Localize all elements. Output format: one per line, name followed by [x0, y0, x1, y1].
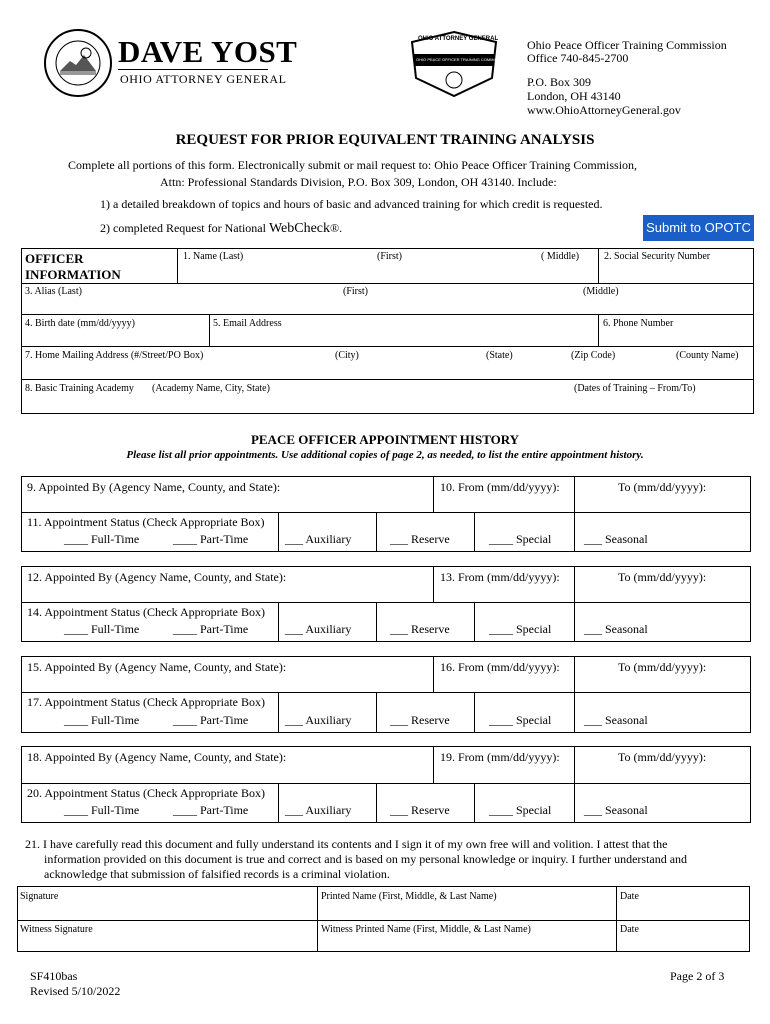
- attest-line-1: 21. I have carefully read this document and fully understand its contents and I sign it of my own free will and volition. I attest that the: [25, 837, 668, 851]
- row-divider: [17, 920, 750, 921]
- from-date-field[interactable]: 10. From (mm/dd/yyyy):: [440, 480, 560, 494]
- ohio-seal-logo: [44, 29, 112, 97]
- witness-signature-field[interactable]: Witness Signature: [20, 924, 93, 935]
- appointment-status-label: 11. Appointment Status (Check Appropriate Box): [27, 515, 265, 529]
- col-divider: [616, 886, 617, 952]
- alias-first-label: (First): [343, 286, 368, 297]
- signature-field[interactable]: Signature: [20, 891, 59, 902]
- col-divider: [433, 476, 434, 513]
- reserve-option[interactable]: ___ Reserve: [390, 532, 450, 546]
- item-2-suffix: ®.: [330, 221, 343, 235]
- org-line-1: Ohio Peace Officer Training Commission: [527, 38, 727, 52]
- to-date-field[interactable]: To (mm/dd/yyyy):: [618, 480, 707, 494]
- special-option[interactable]: ____ Special: [489, 622, 552, 636]
- col-divider: [376, 783, 377, 823]
- col-divider: [474, 692, 475, 733]
- appointment-status-label: 17. Appointment Status (Check Appropriate Box): [27, 695, 265, 709]
- row-divider: [21, 379, 754, 380]
- ag-subtitle: OHIO ATTORNEY GENERAL: [120, 72, 287, 86]
- date-field[interactable]: Date: [620, 891, 639, 902]
- col-divider: [474, 512, 475, 552]
- org-line-5[interactable]: www.OhioAttorneyGeneral.gov: [527, 103, 681, 117]
- org-line-3: P.O. Box 309: [527, 75, 592, 89]
- part-time-option[interactable]: ____ Part-Time: [173, 622, 249, 636]
- col-divider: [376, 512, 377, 552]
- officer-title-2: INFORMATION: [25, 267, 121, 282]
- col-divider: [598, 248, 599, 284]
- ag-name-divider: [118, 69, 268, 70]
- row-divider: [21, 512, 751, 513]
- revised-date: Revised 5/10/2022: [30, 984, 121, 998]
- from-date-field[interactable]: 13. From (mm/dd/yyyy):: [440, 570, 560, 584]
- special-option[interactable]: ____ Special: [489, 713, 552, 727]
- opotc-badge-logo: [404, 28, 508, 100]
- col-divider: [278, 602, 279, 642]
- attest-line-3: acknowledge that submission of falsified records is a criminal violation.: [44, 867, 390, 881]
- zip-label: (Zip Code): [571, 350, 616, 361]
- page-number: Page 2 of 3: [670, 969, 725, 983]
- auxiliary-option[interactable]: ___ Auxiliary: [285, 532, 352, 546]
- badge-top-text: OHIO ATTORNEY GENERAL: [418, 36, 499, 42]
- full-time-option[interactable]: ____ Full-Time: [64, 803, 140, 817]
- full-time-option[interactable]: ____ Full-Time: [64, 532, 140, 546]
- row-divider: [21, 283, 754, 284]
- form-id: SF410bas: [30, 969, 78, 983]
- full-time-option[interactable]: ____ Full-Time: [64, 622, 140, 636]
- name-last-field[interactable]: 1. Name (Last): [183, 251, 244, 262]
- auxiliary-option[interactable]: ___ Auxiliary: [285, 803, 352, 817]
- row-divider: [21, 692, 751, 693]
- witness-printed-name-field[interactable]: Witness Printed Name (First, Middle, & Last Name): [321, 924, 531, 935]
- col-divider: [574, 602, 575, 642]
- email-field[interactable]: 5. Email Address: [213, 318, 282, 329]
- row-divider: [21, 314, 754, 315]
- instructions-item-1: 1) a detailed breakdown of topics and hours of basic and advanced training for which credit is requested.: [100, 197, 603, 211]
- history-title: PEACE OFFICER APPOINTMENT HISTORY: [250, 432, 520, 447]
- seasonal-option[interactable]: ___ Seasonal: [584, 803, 648, 817]
- badge-band-text: OHIO PEACE OFFICER TRAINING COMMISSION: [416, 57, 508, 62]
- alias-last-field[interactable]: 3. Alias (Last): [25, 286, 82, 297]
- academy-field[interactable]: 8. Basic Training Academy: [25, 383, 134, 394]
- name-middle-label: ( Middle): [541, 251, 580, 262]
- col-divider: [433, 566, 434, 603]
- col-divider: [433, 746, 434, 784]
- appointment-status-label: 20. Appointment Status (Check Appropriate Box): [27, 786, 265, 800]
- state-label: (State): [486, 350, 513, 361]
- part-time-option[interactable]: ____ Part-Time: [173, 803, 249, 817]
- col-divider: [574, 746, 575, 784]
- reserve-option[interactable]: ___ Reserve: [390, 622, 450, 636]
- instructions-line-1: Complete all portions of this form. Electronically submit or mail request to: Ohio Peace Officer Training Commission,: [68, 158, 638, 172]
- row-divider: [21, 783, 751, 784]
- instructions-line-2: Attn: Professional Standards Division, P.O. Box 309, London, OH 43140. Include:: [160, 175, 557, 189]
- col-divider: [574, 476, 575, 513]
- col-divider: [474, 602, 475, 642]
- seasonal-option[interactable]: ___ Seasonal: [584, 713, 648, 727]
- col-divider: [317, 886, 318, 952]
- reserve-option[interactable]: ___ Reserve: [390, 803, 450, 817]
- to-date-field[interactable]: To (mm/dd/yyyy):: [618, 750, 707, 764]
- training-dates-label: (Dates of Training – From/To): [574, 383, 696, 394]
- home-address-field[interactable]: 7. Home Mailing Address (#/Street/PO Box): [25, 350, 204, 361]
- instructions-item-2: [100, 221, 342, 237]
- auxiliary-option[interactable]: ___ Auxiliary: [285, 713, 352, 727]
- col-divider: [376, 602, 377, 642]
- auxiliary-option[interactable]: ___ Auxiliary: [285, 622, 352, 636]
- col-divider: [177, 248, 178, 284]
- city-label: (City): [335, 350, 359, 361]
- birth-date-field[interactable]: 4. Birth date (mm/dd/yyyy): [25, 318, 135, 329]
- ag-name: DAVE YOST: [118, 34, 298, 69]
- org-line-2: Office 740-845-2700: [527, 51, 629, 65]
- col-divider: [209, 314, 210, 347]
- part-time-option[interactable]: ____ Part-Time: [173, 532, 249, 546]
- alias-middle-label: (Middle): [583, 286, 619, 297]
- special-option[interactable]: ____ Special: [489, 803, 552, 817]
- special-option[interactable]: ____ Special: [489, 532, 552, 546]
- col-divider: [433, 656, 434, 693]
- history-subtitle: Please list all prior appointments. Use additional copies of page 2, as needed, to list the entire appointment history.: [126, 449, 644, 461]
- phone-field[interactable]: 6. Phone Number: [603, 318, 674, 329]
- ssn-field[interactable]: 2. Social Security Number: [604, 251, 711, 262]
- col-divider: [574, 783, 575, 823]
- attest-line-2: information provided on this document is true and correct and is based on my personal knowledge or inquiry. I further understand and: [44, 852, 688, 866]
- org-line-4: London, OH 43140: [527, 89, 621, 103]
- name-first-label: (First): [377, 251, 402, 262]
- appointed-by-field[interactable]: 15. Appointed By (Agency Name, County, and State):: [27, 660, 287, 674]
- webcheck-text: WebCheck: [268, 221, 331, 236]
- full-time-option[interactable]: ____ Full-Time: [64, 713, 140, 727]
- col-divider: [574, 566, 575, 603]
- col-divider: [474, 783, 475, 823]
- to-date-field[interactable]: To (mm/dd/yyyy):: [618, 660, 707, 674]
- officer-title-1: OFFICER: [25, 251, 84, 266]
- col-divider: [278, 692, 279, 733]
- part-time-option[interactable]: ____ Part-Time: [173, 713, 249, 727]
- printed-name-field[interactable]: Printed Name (First, Middle, & Last Name): [321, 891, 497, 902]
- col-divider: [574, 512, 575, 552]
- appointed-by-field[interactable]: 12. Appointed By (Agency Name, County, and State):: [27, 570, 287, 584]
- col-divider: [574, 656, 575, 693]
- seasonal-option[interactable]: ___ Seasonal: [584, 622, 648, 636]
- col-divider: [278, 512, 279, 552]
- appointed-by-field[interactable]: 9. Appointed By (Agency Name, County, and State):: [27, 480, 281, 494]
- col-divider: [278, 783, 279, 823]
- col-divider: [376, 692, 377, 733]
- seasonal-option[interactable]: ___ Seasonal: [584, 532, 648, 546]
- from-date-field[interactable]: 16. From (mm/dd/yyyy):: [440, 660, 560, 674]
- row-divider: [21, 602, 751, 603]
- to-date-field[interactable]: To (mm/dd/yyyy):: [618, 570, 707, 584]
- col-divider: [574, 692, 575, 733]
- from-date-field[interactable]: 19. From (mm/dd/yyyy):: [440, 750, 560, 764]
- reserve-option[interactable]: ___ Reserve: [390, 713, 450, 727]
- county-label: (County Name): [676, 350, 739, 361]
- appointed-by-field[interactable]: 18. Appointed By (Agency Name, County, and State):: [27, 750, 287, 764]
- submit-to-opotc-button[interactable]: Submit to OPOTC: [643, 215, 754, 241]
- form-title: REQUEST FOR PRIOR EQUIVALENT TRAINING ANALYSIS: [175, 132, 595, 148]
- item-2-prefix: 2) completed Request for National: [100, 221, 266, 235]
- col-divider: [598, 314, 599, 347]
- appointment-status-label: 14. Appointment Status (Check Appropriate Box): [27, 605, 265, 619]
- officer-section-title: [25, 251, 121, 283]
- academy-name-label: (Academy Name, City, State): [152, 383, 270, 394]
- row-divider: [21, 346, 754, 347]
- witness-date-field[interactable]: Date: [620, 924, 639, 935]
